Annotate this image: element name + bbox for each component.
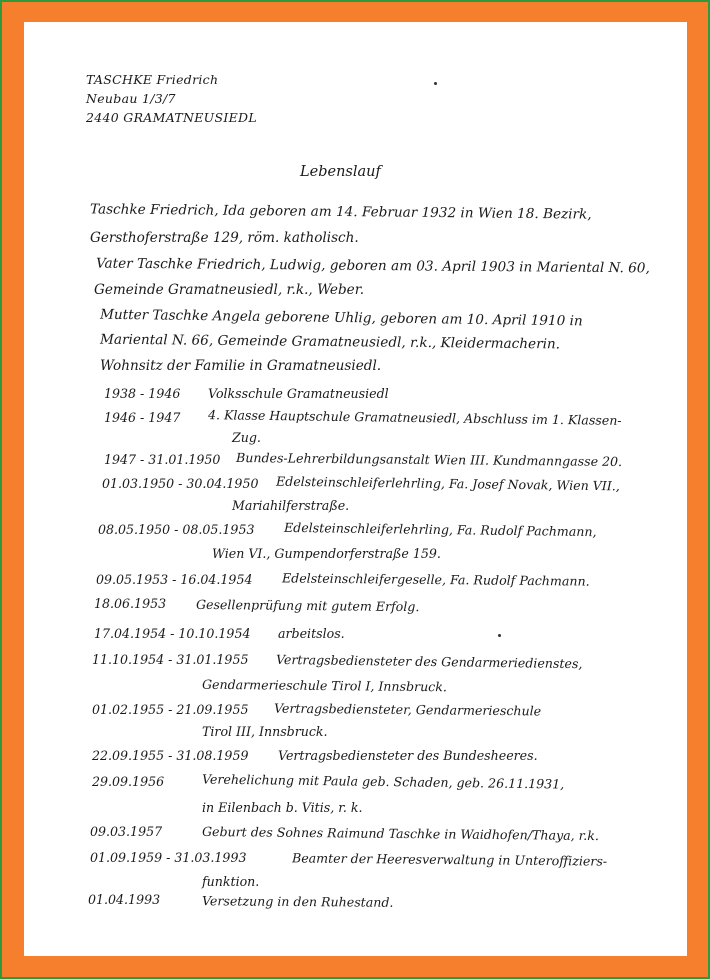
document-page [24,22,687,956]
sender-city: 2440 GRAMATNEUSIEDL [86,110,257,125]
entry-date: 11.10.1954 - 31.01.1955 [92,652,249,667]
entry-text: Vertragsbediensteter, Gendarmerieschule [273,700,542,719]
sender-name: TASCHKE Friedrich [86,72,219,87]
entry-text: Verehelichung mit Paula geb. Schaden, geb. 26.11.1931, [201,771,565,792]
entry-date: 01.03.1950 - 30.04.1950 [102,476,259,491]
entry-date: 1938 - 1946 [104,386,181,401]
entry-text: Gendarmerieschule Tirol I, Innsbruck. [201,676,447,695]
entry-date: 17.04.1954 - 10.10.1954 [94,626,251,641]
entry-text: 4. Klasse Hauptschule Gramatneusiedl, Abschluss im 1. Klassen- [207,407,622,428]
entry-date: 22.09.1955 - 31.08.1959 [92,748,249,763]
entry-text: Wien VI., Gumpendorferstraße 159. [212,546,441,561]
entry-text: Tirol III, Innsbruck. [202,724,328,739]
paper-speck [434,82,437,85]
entry-text: Mariahilferstraße. [232,498,350,513]
orange-frame [2,2,708,977]
intro-line: Mariental N. 66, Gemeinde Gramatneusiedl, r.k., Kleidermacherin. [99,331,561,353]
entry-date: 08.05.1950 - 08.05.1953 [98,522,255,537]
intro-line: Vater Taschke Friedrich, Ludwig, geboren am 03. April 1903 in Mariental N. 60, [95,255,650,277]
entry-text: funktion. [202,874,260,889]
entry-date: 18.06.1953 [94,596,167,611]
entry-text: Vertragsbediensteter des Bundesheeres. [278,748,538,763]
entry-text: arbeitslos. [278,626,345,641]
sender-street: Neubau 1/3/7 [86,91,176,106]
document-title: Lebenslauf [300,164,381,180]
entry-text: Edelsteinschleiferlehrling, Fa. Josef Novak, Wien VII., [275,473,620,494]
entry-date: 09.05.1953 - 16.04.1954 [96,572,253,587]
entry-text: Beamter der Heeresverwaltung in Unteroffiziers- [291,850,608,869]
entry-date: 29.09.1956 [92,774,165,789]
entry-text: in Eilenbach b. Vitis, r. k. [202,800,363,815]
entry-text: Bundes-Lehrerbildungsanstalt Wien III. Kundmanngasse 20. [235,449,623,470]
entry-text: Versetzung in den Ruhestand. [201,893,394,910]
entry-date: 09.03.1957 [90,824,163,839]
paper-speck [498,634,501,637]
entry-text: Edelsteinschleiferlehrling, Fa. Rudolf Pachmann, [283,519,597,540]
entry-text: Edelsteinschleifergeselle, Fa. Rudolf Pachmann. [281,570,590,589]
intro-line: Gersthoferstraße 129, röm. katholisch. [90,230,359,246]
entry-date: 1946 - 1947 [104,410,181,425]
entry-date: 01.09.1959 - 31.03.1993 [90,850,247,865]
entry-date: 1947 - 31.01.1950 [104,452,221,467]
intro-line: Taschke Friedrich, Ida geboren am 14. Februar 1932 in Wien 18. Bezirk, [89,201,592,223]
entry-date: 01.04.1993 [88,892,161,907]
entry-text: Vertragsbediensteter des Gendarmeriedienstes, [275,651,583,672]
intro-line: Mutter Taschke Angela geborene Uhlig, geboren am 10. April 1910 in [99,306,583,330]
entry-date: 01.02.1955 - 21.09.1955 [92,702,249,717]
intro-line: Wohnsitz der Familie in Gramatneusiedl. [100,358,382,374]
intro-line: Gemeinde Gramatneusiedl, r.k., Weber. [94,282,365,298]
entry-text: Gesellenprüfung mit gutem Erfolg. [195,596,420,615]
entry-text: Volksschule Gramatneusiedl [208,386,389,401]
entry-text: Zug. [232,430,261,445]
entry-text: Geburt des Sohnes Raimund Taschke in Waidhofen/Thaya, r.k. [201,823,600,844]
